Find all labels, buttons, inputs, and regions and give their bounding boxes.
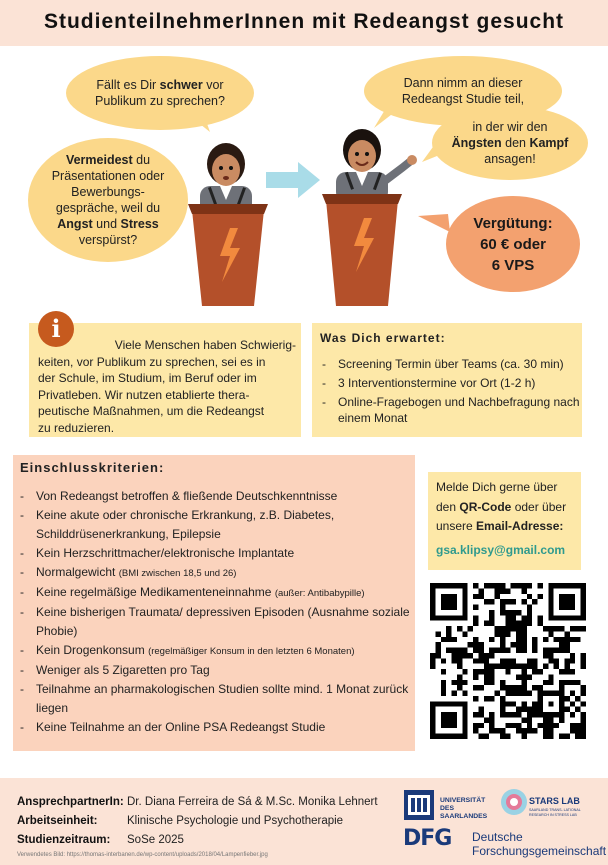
bubble-emphasis: Vermeidest	[65, 153, 133, 167]
info-line: Viele Menschen haben Schwierig-	[114, 338, 296, 352]
contact-text	[436, 478, 576, 560]
bubble-emphasis: Angst	[57, 217, 93, 231]
criterion-note: (regelmäßiger Konsum in den letzten 6 Monaten)	[148, 646, 355, 657]
bubble-text: Redeangst Studie teil,	[401, 92, 525, 106]
info-line: zu reduzieren.	[38, 420, 115, 435]
reward-label: Vergütung:	[473, 214, 553, 232]
bubble-text: Dann nimm an dieser	[403, 76, 523, 90]
list-item: - Keine bisherigen Traumata/ depressiven Episoden (Ausnahme soziale Phobie)	[20, 603, 412, 641]
qr-code[interactable]	[430, 583, 586, 739]
bubble-text: den	[501, 136, 530, 150]
stars-lab-subtitle: SAARLAND TRANS- LATIONAL RESEARCH IN STRESS LAB	[529, 808, 581, 817]
logo-text: SAARLANDES	[440, 813, 488, 820]
criteria-list	[20, 487, 412, 737]
bubble-text: und	[92, 217, 121, 231]
logo-text: DES	[440, 805, 454, 812]
expect-title: Was Dich erwartet:	[320, 331, 446, 345]
contact-emphasis: Email-Adresse:	[476, 519, 564, 533]
contact-person-label: AnsprechpartnerIn:	[17, 796, 124, 808]
reward-credits: 6 VPS	[491, 256, 535, 274]
arrow-right-icon	[266, 162, 320, 198]
dfg-logo: DFG	[403, 826, 452, 851]
info-line: der Schule, im Studium, im Beruf oder im	[38, 371, 257, 385]
criterion-text: Normalgewicht	[36, 565, 119, 579]
podium	[188, 204, 268, 306]
list-item: - Weniger als 5 Zigaretten pro Tag	[20, 661, 412, 680]
list-item	[20, 641, 412, 661]
list-item	[20, 583, 412, 603]
reward-amount: 60 € oder	[480, 235, 546, 253]
contact-line: den	[436, 499, 460, 514]
logo-text: Forschungsgemeinschaft	[472, 844, 607, 858]
expect-list	[320, 356, 580, 429]
page-title: StudienteilnehmerInnen mit Redeangst gesucht	[43, 10, 565, 33]
bubble-text: du	[132, 153, 151, 167]
bubble-emphasis: Kampf	[529, 136, 569, 150]
work-unit-value: Klinische Psychologie und Psychotherapie	[127, 815, 344, 827]
bubble-text: Publikum zu sprechen?	[95, 94, 225, 108]
stars-lab-name: STARS LAB	[529, 796, 580, 806]
list-item: - Teilnahme an pharmakologischen Studien sollte mind. 1 Monat zurück liegen	[20, 680, 412, 718]
list-item: - Keine akute oder chronische Erkrankung, z.B. Diabetes, Schilddrüsenerkrankung, Epilepsie	[20, 506, 412, 544]
speech-bubble-avoidance	[28, 138, 188, 262]
logo-text: Deutsche	[472, 830, 523, 844]
contact-person-value: Dr. Diana Ferreira de Sá & M.Sc. Monika Lehnert	[127, 796, 378, 808]
info-line: keiten, vor Publikum zu sprechen, sei es in	[38, 354, 266, 369]
bubble-emphasis: schwer	[159, 78, 203, 92]
contact-emphasis: QR-Code	[459, 499, 512, 514]
list-item: - Kein Herzschrittmacher/elektronische Implantate	[20, 544, 412, 563]
study-period-value: SoSe 2025	[127, 834, 184, 846]
bubble-tail	[418, 214, 450, 232]
confident-speaker	[336, 129, 417, 202]
bubble-text: verspürst?	[78, 233, 138, 247]
criterion-note: (BMI zwischen 18,5 und 26)	[118, 568, 237, 579]
reward-bubble	[446, 196, 580, 292]
list-item: - Online-Fragebogen und Nachbefragung nach einem Monat	[320, 394, 580, 426]
work-unit-label: Arbeitseinheit:	[17, 815, 98, 827]
info-line: Privatleben. Wir nutzen etablierte thera-	[38, 387, 250, 402]
nervous-speaker	[200, 143, 252, 214]
image-credit: Verwendetes Bild: https://thomas-interbanen.de/wp-content/uploads/2018/04/Lampenfieber.jpg	[17, 852, 268, 858]
bubble-text: Bewerbungs-	[71, 185, 145, 199]
bubble-text: Fällt es Dir	[96, 78, 160, 92]
criterion-note: (außer: Antibabypille)	[274, 588, 365, 599]
bubble-text: in der wir den	[472, 120, 548, 134]
stars-lab-logo-icon	[501, 789, 527, 815]
bubble-text: ansagen!	[484, 152, 536, 166]
speech-bubble-fight	[432, 106, 588, 180]
criterion-text: Keine regelmäßige Medikamenteneinnahme	[36, 585, 275, 599]
speech-bubble-question	[66, 56, 254, 130]
list-item	[20, 563, 412, 583]
criteria-title: Einschlusskriterien:	[20, 460, 165, 475]
university-name	[440, 797, 487, 821]
bubble-text: gespräche, weil du	[55, 201, 161, 215]
logo-text: UNIVERSITÄT	[440, 797, 486, 804]
bubble-text: vor	[202, 78, 224, 92]
list-item: - Keine Teilnahme an der Online PSA Redeangst Studie	[20, 718, 412, 737]
bubble-emphasis: Ängsten	[451, 136, 502, 150]
contact-line: unsere	[436, 519, 477, 533]
study-period-label: Studienzeitraum:	[17, 834, 111, 846]
university-seal-icon	[404, 790, 434, 820]
list-item: - Von Redeangst betroffen & fließende Deutschkenntnisse	[20, 487, 412, 506]
info-line: peutische Maßnahmen, um die Redeangst	[38, 404, 265, 418]
email-link[interactable]: gsa.klipsy@gmail.com	[436, 542, 566, 557]
bubble-text: Präsentationen oder	[51, 169, 165, 183]
list-item: - 3 Interventionstermine vor Ort (1-2 h)	[320, 375, 580, 391]
podium	[322, 194, 402, 306]
bubble-emphasis: Stress	[120, 217, 159, 231]
contact-line: oder über	[511, 499, 567, 514]
dfg-name	[472, 830, 606, 858]
list-item: - Screening Termin über Teams (ca. 30 min)	[320, 356, 580, 372]
info-icon: i	[38, 311, 74, 347]
criterion-text: Kein Drogenkonsum	[36, 643, 149, 657]
info-text	[34, 337, 296, 436]
contact-line: Melde Dich gerne über	[436, 480, 558, 494]
